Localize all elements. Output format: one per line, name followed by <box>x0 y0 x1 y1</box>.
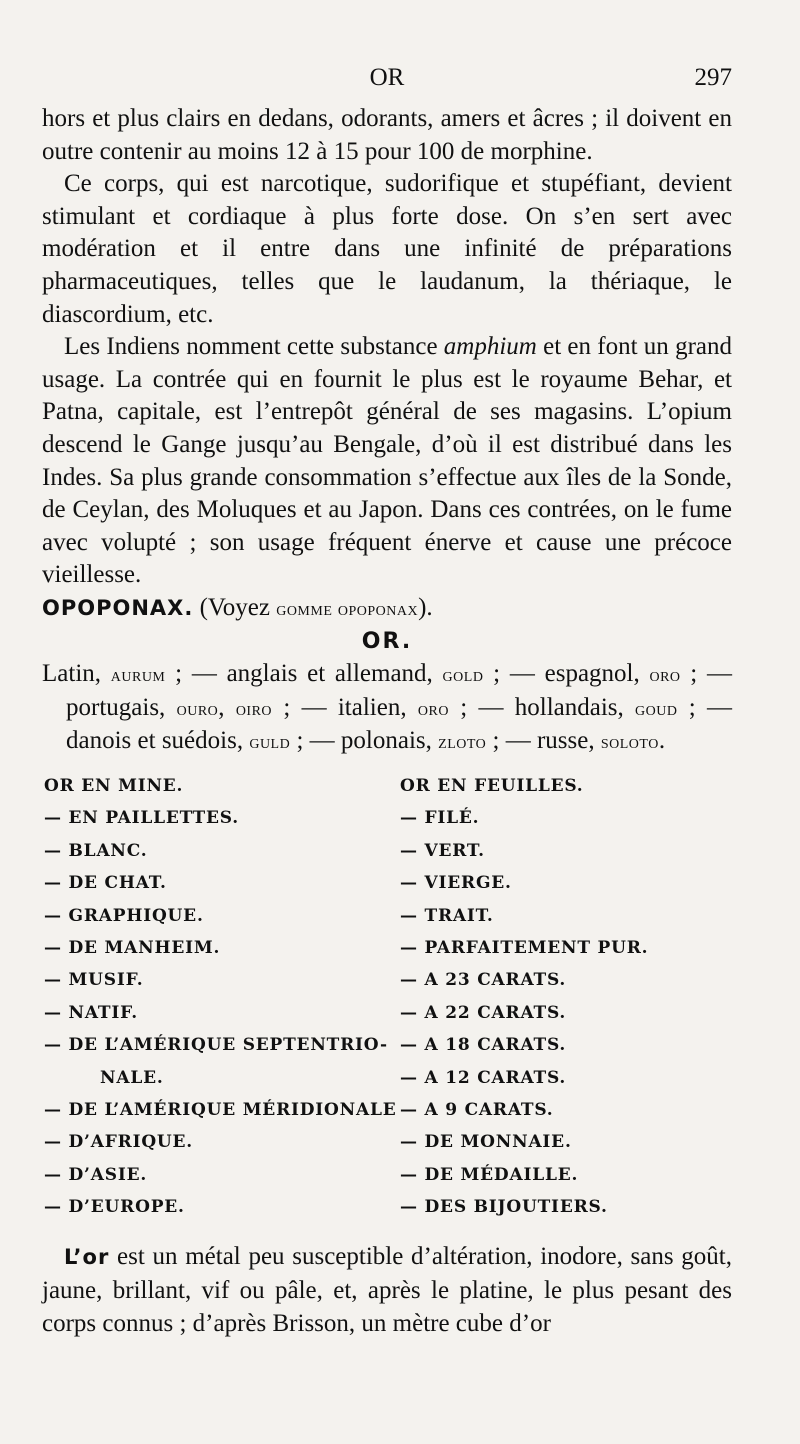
variety-item: — DE L’AMÉRIQUE SEPTENTRIO- <box>44 1035 388 1056</box>
closing-headword: L’or <box>64 1245 110 1269</box>
synonym-text: ; — anglais et allemand, <box>165 660 443 688</box>
variety-item: — VERT. <box>400 840 485 861</box>
variety-item: — DE L’AMÉRIQUE MÉRIDIONALE <box>44 1099 397 1120</box>
synonym-text: Latin, <box>42 660 111 688</box>
variety-item: — GRAPHIQUE. <box>44 905 204 926</box>
synonym-text: ; — portugais, <box>66 660 732 721</box>
variety-item: — A 9 CARATS. <box>400 1099 554 1120</box>
opoponax-ref-close: ). <box>418 593 433 621</box>
synonym-term: goud <box>635 697 678 720</box>
opoponax-ref-open: (Voyez <box>193 593 277 621</box>
running-title: OR <box>369 64 405 91</box>
synonym-term: ouro <box>176 697 219 720</box>
paragraph-1: hors et plus clairs en dedans, odorants, amers et âcres ; il doivent en outre contenir au moins 12 à 15 pour 100 de morphine. <box>42 105 732 165</box>
opoponax-entry <box>42 592 732 626</box>
variety-item: — PARFAITEMENT PUR. <box>400 937 649 958</box>
variety-item: — DE MANHEIM. <box>44 937 221 958</box>
closing-text <box>42 1240 732 1340</box>
synonym-term: zloto <box>438 731 487 754</box>
page-header <box>42 58 732 98</box>
opoponax-headword: OPOPONAX. <box>42 595 194 620</box>
closing-body: est un métal peu susceptible d’altération, inodore, sans goût, jaune, brillant, vif ou pâle, et, après le platine, le plus pesant des corps connus ; d’après Brisson, un mètre cube d’or <box>42 1243 732 1337</box>
varieties-table <box>44 770 734 1230</box>
synonym-text: ; — italien, <box>272 693 418 721</box>
variety-item: — A 18 CARATS. <box>400 1035 567 1056</box>
variety-item: — A 12 CARATS. <box>400 1067 567 1088</box>
variety-item: OR EN FEUILLES. <box>400 776 584 796</box>
synonym-text: ; — russe, <box>486 727 601 755</box>
closing-paragraph <box>42 1240 732 1340</box>
section-title: OR. <box>361 628 413 654</box>
synonym-term: oro <box>417 697 449 720</box>
paragraph-3-italic-term: amphium <box>443 333 537 361</box>
variety-item: — FILÉ. <box>400 808 480 829</box>
varieties-left-column <box>44 770 397 1223</box>
variety-item: — VIERGE. <box>400 873 512 894</box>
variety-item: OR EN MINE. <box>44 776 184 796</box>
variety-item: — DE MONNAIE. <box>400 1132 572 1153</box>
variety-item: — A 22 CARATS. <box>400 1002 567 1023</box>
paragraph-3 <box>42 331 732 592</box>
variety-item: — TRAIT. <box>400 905 494 926</box>
synonyms-paragraph <box>42 658 732 759</box>
synonym-term: guld <box>249 731 291 754</box>
variety-item: — EN PAILLETTES. <box>44 808 239 829</box>
synonym-text: ; — espagnol, <box>483 660 650 688</box>
page-number: 297 <box>694 64 732 91</box>
variety-item: — BLANC. <box>44 840 148 861</box>
variety-item: — D’AFRIQUE. <box>44 1132 194 1153</box>
synonym-term: oiro <box>235 697 273 720</box>
variety-item: — DE MÉDAILLE. <box>400 1164 579 1185</box>
variety-item: — A 23 CARATS. <box>400 970 567 991</box>
paragraph-2: Ce corps, qui est narcotique, sudorifique et stupéfiant, devient stimulant et cordiaque à plus forte dose. On s’en sert avec modération et il entre dans une infinité de préparations pharmaceutiques, telles que le laudanum, la thériaque, le diascordium, etc. <box>42 170 732 328</box>
opoponax-ref-term: gomme opoponax <box>276 597 419 620</box>
variety-item: — DES BIJOUTIERS. <box>400 1197 608 1218</box>
variety-item: — D’EUROPE. <box>44 1197 185 1218</box>
synonym-text: . <box>658 727 666 755</box>
varieties-right-column <box>400 770 734 1223</box>
variety-item: — NATIF. <box>44 1002 138 1023</box>
paragraph-3-rest: et en font un grand usage. La contrée qui en fournit le plus est le royaume Behar, et Patna, capitale, est l’entrepôt général de ses magasins. L’opium descend le Gange jusqu’au Bengale, d’où il est distribué dans les Indes. Sa plus grande consommation s’effectue aux îles de la Sonde, de Ceylan, des Moluques et au Japon. Dans ces contrées, on le fume avec volupté ; son usage fréquent énerve et cause une précoce vieillesse. <box>42 333 732 589</box>
synonym-term: gold <box>442 664 484 687</box>
synonym-term: soloto <box>600 731 659 754</box>
variety-item: — MUSIF. <box>44 970 144 991</box>
paragraph-3-start: Les Indiens nomment cette substance <box>64 333 444 361</box>
synonym-text: ; — hollandais, <box>448 693 636 721</box>
variety-item: NALE. <box>100 1067 164 1088</box>
synonym-text: , <box>218 693 236 721</box>
synonym-text: ; — danois et suédois, <box>66 693 733 755</box>
variety-item: — DE CHAT. <box>44 873 167 894</box>
synonym-term: oro <box>649 664 681 687</box>
synonym-term: aurum <box>110 664 166 687</box>
variety-item: — D’ASIE. <box>44 1164 148 1185</box>
synonym-text: ; — polonais, <box>290 727 439 755</box>
body-text <box>42 103 732 759</box>
